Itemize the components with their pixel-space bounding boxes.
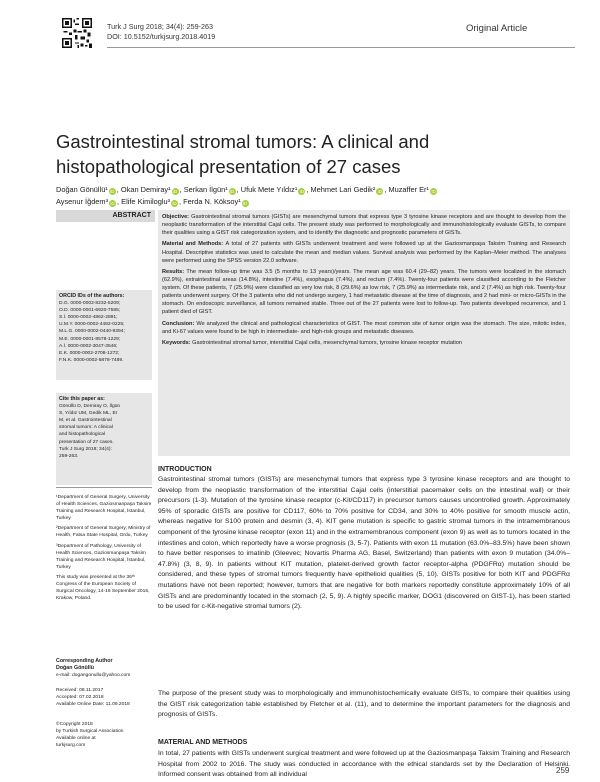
abstract-section-text: We analyzed the clinical and pathological characteristics of GIST. The most common site of tumor origin was the stomach. The size, mitotic index, and Ki-67 values were found to be high in intermediate- and high-risk groups and metastatic diseases. (162, 320, 566, 335)
abstract-section-label: Keywords: (162, 340, 191, 347)
citation-line: stromal tumors: A clinical (59, 425, 113, 431)
abstract-section-text: A total of 27 patients with GISTs underwent treatment and were followed up at the Gaziosmanpaşa Taksim Training and Research Hospital. Descriptive statistics was used to calculate the mean and median values. Survival analysis was performed by the Kaplan–Meier method. The analyses were performed using the SPSS version 22.0 software. (162, 241, 566, 264)
orcid-line: M.E. 0000-0001-8578-1229; (59, 336, 121, 342)
orcid-line: F.N.K. 0000-0002-5878-7489. (59, 357, 124, 363)
title-line: histopathological presentation of 27 cases (56, 156, 401, 177)
doi[interactable]: DOI: 10.5152/turkjsurg.2018.4019 (107, 32, 216, 41)
citation-line: S, Yıldız UM, Gedik ML, Er (59, 411, 118, 417)
author-row: Doğan Gönüllü¹ iD , Okan Demiray¹ iD , Serkan İlgün¹ iD , Ufuk Mete Yıldız¹ iD , Mehmet Lari Gedik² iD , Muzaffer Er¹ iD (56, 185, 436, 194)
author-row: Aysenur İğdem³ iD , Elife Kimiloglu³ iD , Ferda N. Köksoy¹ iD (56, 197, 248, 206)
abstract-results (162, 268, 566, 317)
article-type-label: Original Article (466, 23, 528, 34)
author-name: Mehmet Lari Gedik² (310, 185, 376, 194)
introduction-paragraph: Gastrointestinal stromal tumors (GISTs) are mesenchymal tumors that express type 3 tyrosine kinase receptors and are thought to develop from the neoplastic transformation of the interstitial Cajal cells (interstitial pacemaker cells on the intestinal wall) or their precursors (1-3). Mutation of the tyrosine kinase receptor (c-Kit/CD117) in precursor tumors causes uncontrolled growth. Approximately 95% of sporadic GISTs are positive for CD117, 60% to 70% positive for CD34, and 30% to 40% positive for smooth muscle actin, whereas negative for S100 protein and desmin (3, 4). KIT gene mutation is specific to gastric stromal tumors in the intramembranous component of the tyrosine kinase receptor (exon 11) and in the extramembranous component (exon 9) as well as to tumors located in the intestines and colon, which reportedly have a worse prognosis (3, 5-7). Patients with exon 11 mutation (63.0%–83.5%) have been shown to have better responses to imatinib (Gleevec; Novartis Pharma AG, Basel, Switzerland) than patients with exon 9 mutation (34.0%–47.8%) (3, 8, 9). In patients without KIT mutation, platelet-derived growth factor receptor-alpha (PDGFRα) mutation should be considered, and these types of stromal tumors frequently have epithelioid qualities (5, 10). GISTs positive for both KIT and PDGFRα mutations have not been reported; however, tumors that are negative for both markers reportedly constitute approximately 10% of all GISTs and are predominantly located in the stomach (2, 5, 9). A highly specific marker, DOG1 (discovered on GIST-1), has been started to be used for c-Kit-negative stromal tumors (2). (158, 476, 570, 611)
orcid-icon[interactable]: iD (172, 189, 178, 194)
author-name: Elife Kimiloglu³ (121, 197, 171, 206)
author-name: Ferda N. Köksoy¹ (183, 197, 241, 206)
abstract-section-text: The mean follow-up time was 3.5 (5 months to 13 years)/years. The mean age was 60.4 (29–82) years. The tumors were localized in the stomach (62.9%), extraintestinal areas (14.8%), intestine (7.4%), esophagus (7.4%), and rectum (7.4%). Twenty-four patients were classified according to the Fletcher system. Of these patients, 7 (25.9%) were classified as very low risk, 8 (29.6%) as low risk, 7 (25.9%) as intermediate risk, and 2 (7.4%) as high risk. Twenty-four patients underwent surgery. Of the 3 patients who did not undergo surgery, 1 had metastatic disease at the time of diagnosis, and 2 had mini- or micro-GISTs in the stomach. On endoscopic surveillance, all tumors remained stable. Three out of the 27 patients were lost to follow-up. Two patients developed recurrence, and 1 patient died of GIST. (162, 268, 566, 316)
sidebar-divider (56, 487, 152, 488)
qr-code-icon (62, 18, 92, 48)
orcid-line: E.K. 0000-0002-2708-1272; (59, 350, 120, 356)
author-list (56, 184, 576, 208)
abstract-methods (162, 240, 566, 264)
corresponding-heading: Corresponding Author (56, 658, 113, 664)
purpose-paragraph: The purpose of the present study was to morphologically and immunohistochemically evaluate GISTs, to compare their qualities using the GIST risk categorization table established by Fletcher et al. (11), and to determine the important parameters for the diagnosis and prognosis of GISTs. (158, 690, 570, 719)
abstract-keywords (162, 339, 566, 347)
copyright-line: Available online at (56, 736, 96, 742)
abstract-section-text: Gastrointestinal stromal tumor, interstitial Cajal cells, mesenchymal tumors, tyrosine kinase receptor mutation (192, 340, 463, 347)
copyright-line: by Turkish Surgical Association (56, 729, 124, 735)
abstract-section-label: Conclusion: (162, 320, 195, 327)
orcid-icon[interactable]: iD (299, 189, 304, 194)
abstract-box (158, 210, 570, 456)
journal-citation: Turk J Surg 2018; 34(4): 259-263 (107, 22, 214, 31)
orcid-line: O.D. 0000-0001-6920-7585; (59, 308, 121, 314)
orcid-icon[interactable]: iD (172, 201, 177, 206)
copyright-line: ©Copyright 2018 (56, 722, 93, 727)
abstract-label: ABSTRACT (56, 210, 155, 222)
orcid-icon[interactable]: iD (230, 189, 235, 194)
affiliation: ³Department of Pathology, University of Health Sciences, Gaziosmanpaşa Taksim Training and Research Hospital, İstanbul, Turkey (56, 543, 146, 570)
abstract-section-label: Material and Methods: (162, 241, 224, 248)
page-number: 259 (556, 766, 570, 775)
section-heading-introduction: INTRODUCTION (158, 466, 212, 473)
citation-line: Turk J Surg 2018; 34(4): (59, 446, 112, 452)
orcid-icon[interactable]: iD (377, 189, 382, 194)
abstract-objective (162, 213, 566, 237)
affiliation: ²Department of General Surgery, Ministry of Health, Fatsa State Hospital, Ordu, Turkey (56, 526, 151, 539)
article-title (56, 129, 556, 179)
journal-header (107, 22, 215, 42)
citation-line: 259-263. (59, 453, 79, 459)
orcid-icon[interactable]: iD (243, 201, 248, 206)
orcid-line: M.L.G. 0000-0002-0440-9394; (59, 329, 125, 335)
copyright (56, 721, 152, 749)
corresponding-author (56, 658, 152, 679)
orcid-icon[interactable]: iD (431, 189, 436, 194)
author-name: Doğan Gönüllü¹ (56, 185, 108, 194)
orcid-icon[interactable]: iD (110, 201, 115, 206)
citation-line: presentation of 27 cases. (59, 439, 114, 445)
orcid-list (59, 300, 149, 364)
section-heading-methods: MATERIAL AND METHODS (158, 739, 248, 746)
orcid-icon[interactable]: iD (110, 189, 115, 194)
article-dates (56, 687, 152, 708)
methods-paragraph: In total, 27 patients with GISTs underwent surgical treatment and were followed up at the Gaziosmanpaşa Taksim Training and Research Hospital from 2002 to 2016. The study was conducted in accordance with the ethical standards set by the Declaration of Helsinki. Informed consent was obtained from all individual (158, 750, 570, 779)
author-name: Ufuk Mete Yıldız¹ (240, 185, 298, 194)
abstract-section-label: Results: (162, 268, 185, 275)
citation-heading: Cite this paper as: (59, 396, 105, 402)
citation-line: and histopathological (59, 432, 105, 438)
abstract-section-text: Gastrointestinal stromal tumors (GISTs) are mesenchymal tumors that express type 3 tyrosine kinase receptors and are thought to develop from the neoplastic transformation of the interstitial Cajal cells. The present study was performed to morphologically and immunohistologically evaluate GISTs, to compare their qualities using a GIST risk categorization system, and to identify the diagnostic and prognostic parameters of GISTs. (162, 214, 567, 237)
orcid-heading: ORCID IDs of the authors: (59, 293, 125, 299)
citation-text (59, 403, 149, 460)
citation-line: M, et al. Gastrointestinal (59, 418, 112, 424)
orcid-line: U.M.Y. 0000-0002-4482-0225; (59, 322, 125, 328)
date-line: Received: 08.11.2017 (56, 688, 104, 693)
author-name: Aysenur İğdem³ (56, 197, 109, 206)
title-line: Gastrointestinal stromal tumors: A clinical and (56, 131, 430, 152)
abstract-section-label: Objective: (162, 214, 190, 220)
orcid-line: D.G. 0000-0002-8232-5209; (59, 301, 121, 307)
copyright-line: turkjsurg.com (56, 743, 86, 749)
citation-panel (56, 393, 152, 485)
affiliation: ¹Department of General Surgery, University of Health Sciences, Gaziosmanpaşa Taksim Training and Research Hospital, İstanbul, Turkey (56, 495, 152, 522)
corresponding-name: Doğan Gönüllü (56, 665, 94, 672)
corresponding-email[interactable]: e-mail: dogangonullu@yahoo.com (56, 673, 131, 679)
affiliation: This study was presented at the 36ᵗʰ Congress of the European Society of Surgical Oncology, 14-16 September 2016, Krakow, Poland. (56, 574, 150, 602)
date-line: Available Online Date: 11.09.2018 (56, 702, 130, 708)
date-line: Accepted: 07.02.2018 (56, 695, 104, 701)
orcid-line: A.İ. 0000-0002-3047-3546; (59, 343, 118, 349)
author-name: Okan Demiray¹ (120, 185, 171, 194)
citation-line: Gönüllü D, Demiray O, İlgün (59, 404, 121, 410)
author-name: Muzaffer Er¹ (388, 185, 429, 194)
orcid-line: S.İ. 0000-0002-4862-2891; (59, 315, 118, 321)
header-divider (107, 47, 575, 48)
abstract-conclusion (162, 320, 566, 336)
orcid-panel (56, 290, 152, 380)
affiliations (56, 494, 152, 605)
author-name: Serkan İlgün¹ (183, 185, 228, 194)
